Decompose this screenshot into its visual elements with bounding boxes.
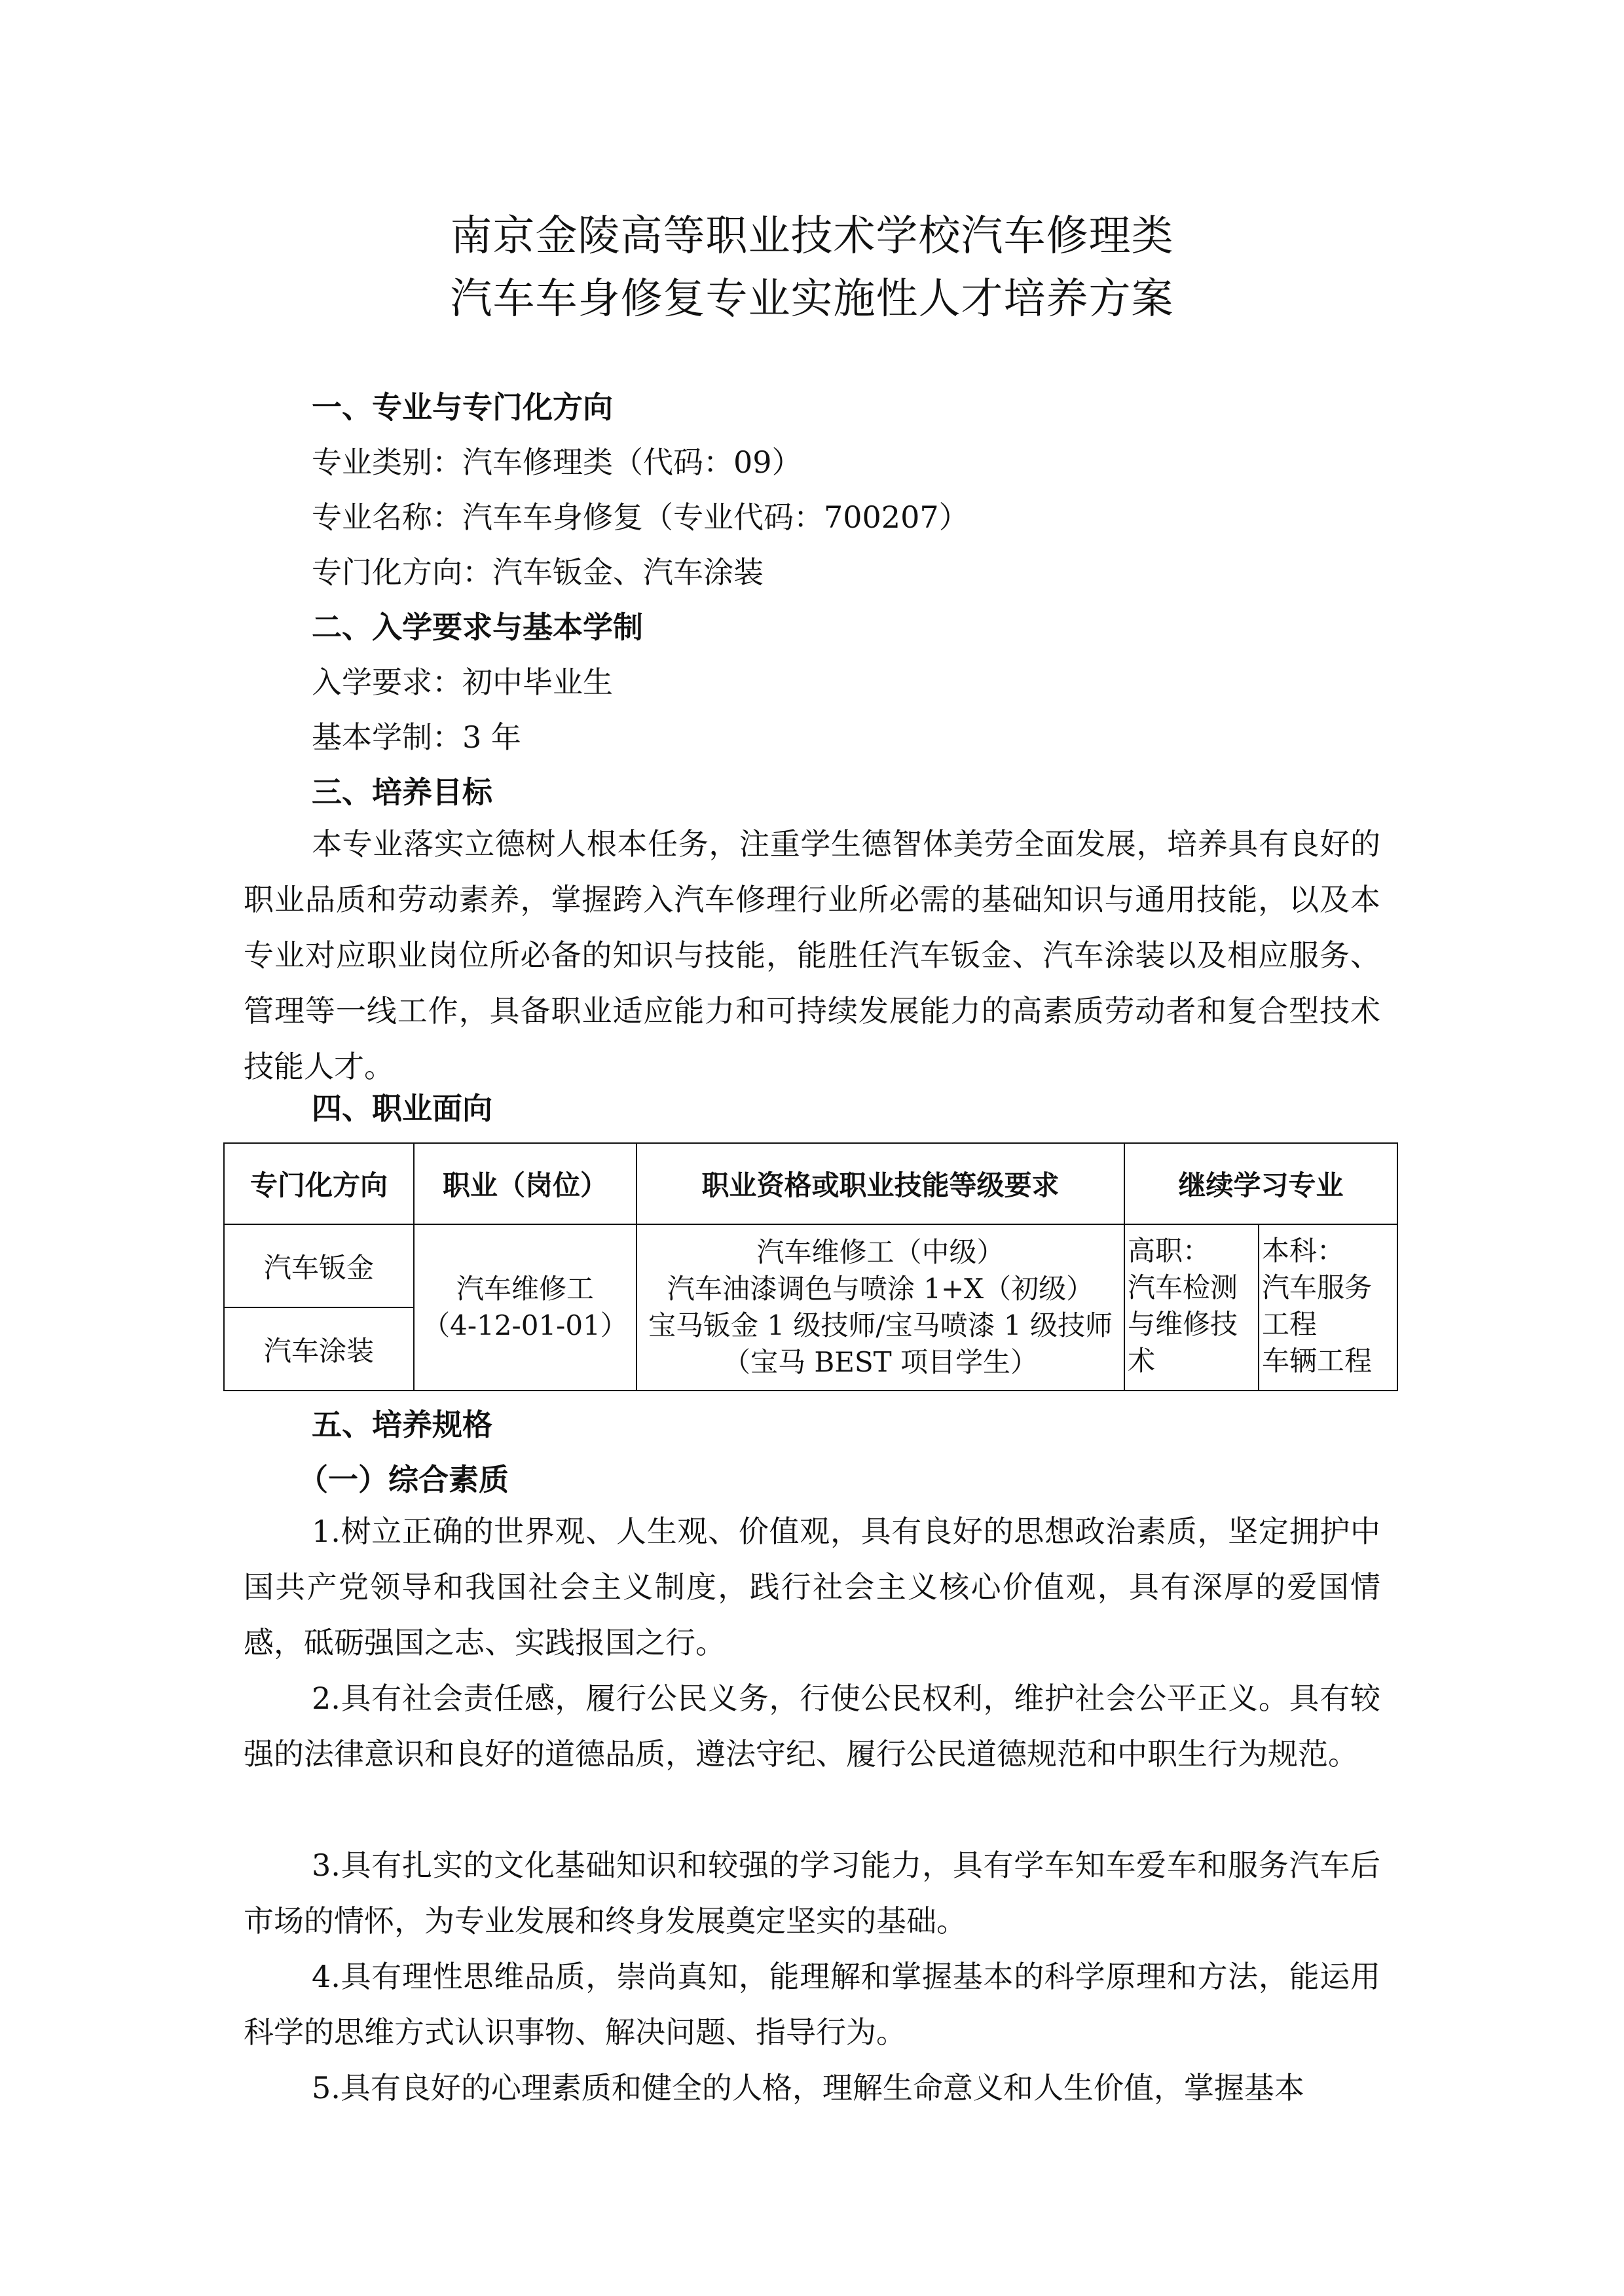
- admission-requirement: 入学要求：初中毕业生: [312, 665, 613, 700]
- quality-item-1: 1.树立正确的世界观、人生观、价值观，具有良好的思想政治素质，坚定拥护中国共产党领导和我国社会主义制度，践行社会主义核心价值观，具有深厚的爱国情感，砥砺强国之志、实践报国之行。: [244, 1514, 1380, 1660]
- specialization-direction: 专门化方向：汽车钣金、汽车涂装: [312, 555, 764, 590]
- section-2-heading: 二、入学要求与基本学制: [312, 610, 643, 645]
- quality-item-5: 5.具有良好的心理素质和健全的人格，理解生命意义和人生价值，掌握基本: [312, 2070, 1304, 2105]
- qualification-cell: [637, 1224, 1124, 1391]
- higher-vocational-line-1: 高职：: [1128, 1235, 1211, 1267]
- higher-vocational-line-2: 汽车检测: [1128, 1271, 1238, 1303]
- training-objective-paragraph: 本专业落实立德树人根本任务，注重学生德智体美劳全面发展，培养具有良好的职业品质和劳动素养，掌握跨入汽车修理行业所必需的基础知识与通用技能，以及本专业对应职业岗位所必备的知识与技能，能胜任汽车钣金、汽车涂装以及相应服务、管理等一线工作，具备职业适应能力和可持续发展能力的高素质劳动者和复合型技术技能人才。: [244, 826, 1380, 1084]
- undergraduate-line-4: 车辆工程: [1262, 1345, 1373, 1377]
- higher-vocational-cell: [1124, 1224, 1259, 1391]
- qualification-line-4: （宝马 BEST 项目学生）: [722, 1346, 1038, 1378]
- qualification-line-2: 汽车油漆调色与喷涂 1+X（初级）: [667, 1273, 1094, 1305]
- occupation-name: 汽车维修工: [456, 1273, 594, 1305]
- major-name: 专业名称：汽车车身修复（专业代码：700207）: [312, 500, 969, 535]
- qualification-line-3: 宝马钣金 1 级技师/宝马喷漆 1 级技师: [648, 1309, 1113, 1341]
- undergraduate-line-2: 汽车服务: [1262, 1271, 1373, 1303]
- header-specialization: 专门化方向: [224, 1143, 414, 1224]
- higher-vocational-line-3: 与维修技: [1128, 1308, 1238, 1340]
- occupation-cell: [414, 1224, 637, 1391]
- section-4-heading: 四、职业面向: [312, 1091, 492, 1126]
- quality-item-3: 3.具有扎实的文化基础知识和较强的学习能力，具有学车知车爱车和服务汽车后市场的情怀，为专业发展和终身发展奠定坚实的基础。: [244, 1848, 1380, 1939]
- document-title-line-1: 南京金陵高等职业技术学校汽车修理类: [450, 212, 1174, 261]
- header-further-study: 继续学习专业: [1124, 1143, 1397, 1224]
- table-header-row: [224, 1143, 1397, 1224]
- undergraduate-line-1: 本科：: [1262, 1235, 1345, 1267]
- document-title-line-2: 汽车车身修复专业实施性人才培养方案: [450, 275, 1174, 323]
- quality-item-4: 4.具有理性思维品质，崇尚真知，能理解和掌握基本的科学原理和方法，能运用科学的思维方式认识事物、解决问题、指导行为。: [244, 1959, 1380, 2050]
- direction-painting: 汽车涂装: [224, 1307, 414, 1391]
- occupation-code: （4-12-01-01）: [422, 1309, 628, 1341]
- header-occupation: 职业（岗位）: [414, 1143, 637, 1224]
- undergraduate-cell: [1259, 1224, 1397, 1391]
- subsection-comprehensive-quality: （一）综合素质: [298, 1462, 509, 1497]
- career-orientation-table: [223, 1142, 1398, 1391]
- quality-item-2: 2.具有社会责任感，履行公民义务，行使公民权利，维护社会公平正义。具有较强的法律意识和良好的道德品质，遵法守纪、履行公民道德规范和中职生行为规范。: [244, 1681, 1380, 1772]
- direction-sheet-metal: 汽车钣金: [224, 1224, 414, 1307]
- higher-vocational-line-4: 术: [1128, 1345, 1156, 1377]
- section-5-heading: 五、培养规格: [312, 1407, 492, 1442]
- program-duration: 基本学制：3 年: [312, 720, 521, 755]
- section-3-heading: 三、培养目标: [312, 774, 492, 810]
- qualification-line-1: 汽车维修工（中级）: [756, 1236, 1005, 1268]
- section-1-heading: 一、专业与专门化方向: [312, 390, 613, 425]
- major-category: 专业类别：汽车修理类（代码：09）: [312, 445, 802, 480]
- header-qualification: 职业资格或职业技能等级要求: [637, 1143, 1124, 1224]
- table-row: [224, 1224, 1397, 1307]
- undergraduate-line-3: 工程: [1262, 1308, 1318, 1340]
